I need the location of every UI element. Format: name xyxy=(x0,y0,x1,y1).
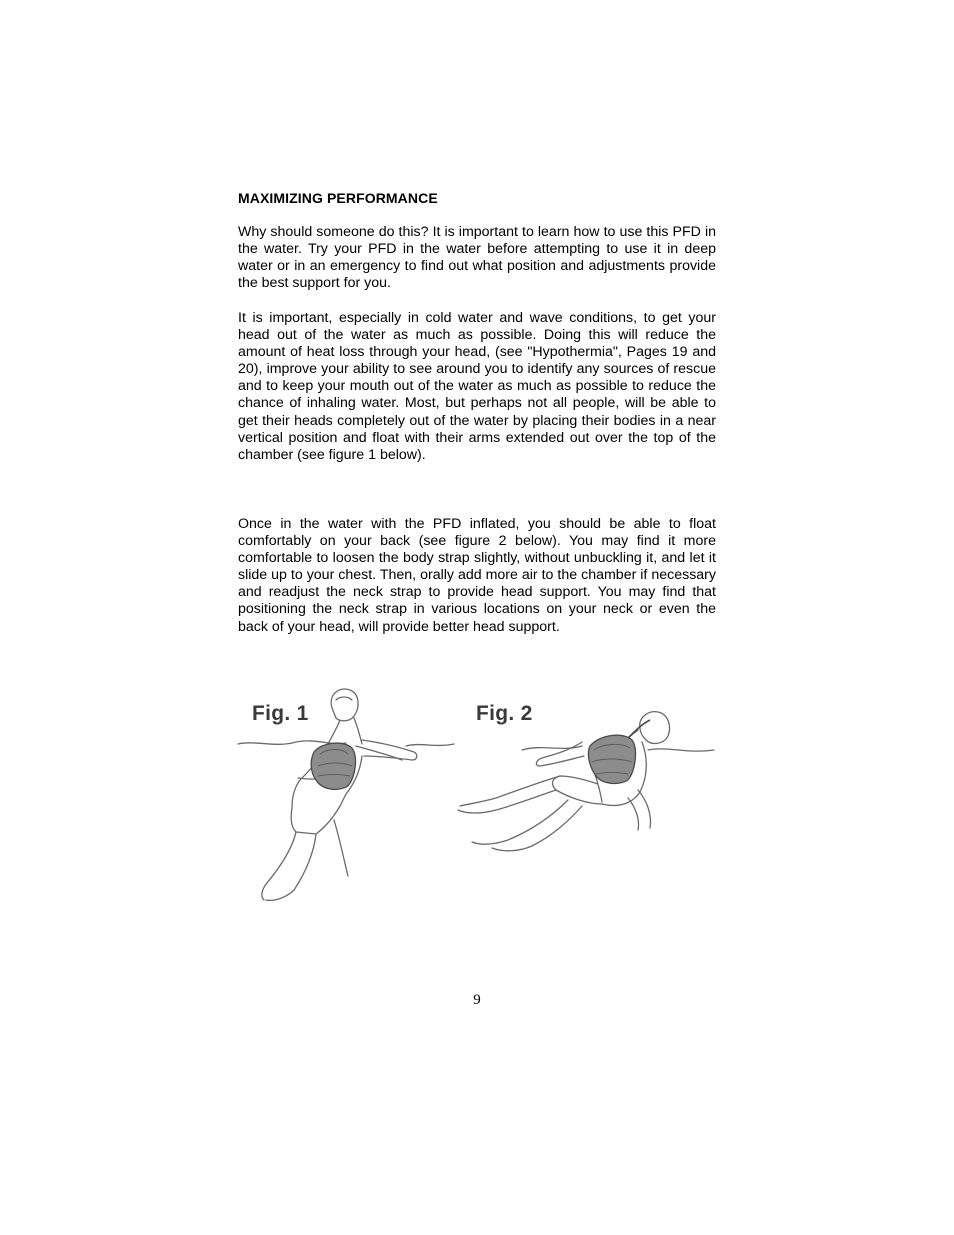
page-number: 9 xyxy=(473,992,481,1008)
figure-1 xyxy=(236,680,458,910)
paragraph-2: It is important, especially in cold water and wave conditions, to get your head out of the water as much as possible. Doing this will reduce the amount of heat loss through your head, (see "Hypothermia", Pages 19 and 20), improve your ability to see around you to identify any sources of rescue and to keep your mouth out of the water as much as possible to reduce the chance of inhaling water. Most, but perhaps not all people, will be able to get their heads completely out of the water by placing their bodies in a near vertical position and float with their arms extended out over the top of the chamber (see figure 1 below). xyxy=(238,310,716,463)
paragraph-1: Why should someone do this? It is important to learn how to use this PFD in the water. Try your PFD in the water before attempting to use it in deep water or in an emergency to find out what position and adjustments provide the best support for you. xyxy=(238,224,716,292)
figure-2 xyxy=(452,680,718,880)
paragraph-3: Once in the water with the PFD inflated, you should be able to float comfortably on your back (see figure 2 below). You may find it more comfortable to loosen the body strap slightly, without unbuckling it, and let it slide up to your chest. Then, orally add more air to the chamber if necessary and readjust the neck strap to provide head support. You may find that positioning the neck strap in various locations on your neck or even the back of your head, will provide better head support. xyxy=(238,516,716,635)
section-heading: MAXIMIZING PERFORMANCE xyxy=(238,190,438,206)
figure-2-label: Fig. 2 xyxy=(476,702,533,725)
figure-1-label: Fig. 1 xyxy=(252,702,309,725)
